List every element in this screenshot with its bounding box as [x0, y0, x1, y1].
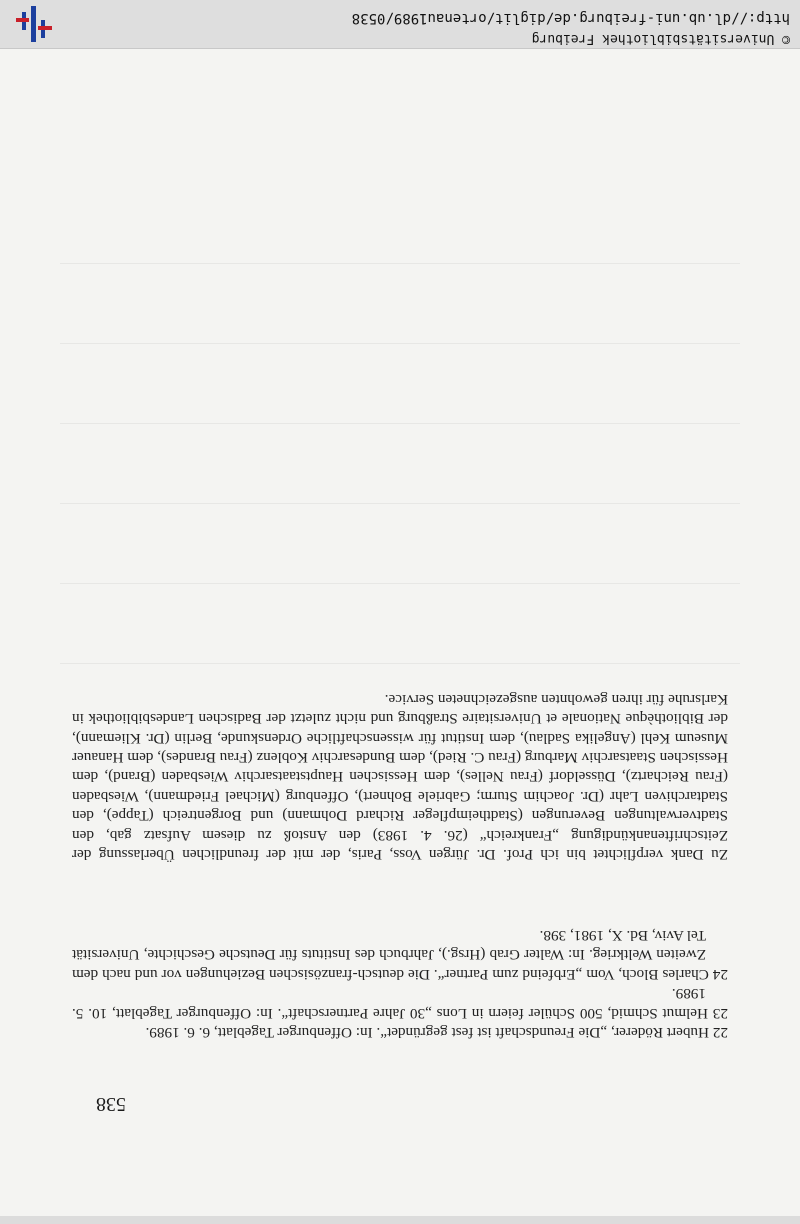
bleed-through — [60, 255, 740, 264]
footnote: 24 Charles Bloch, Vom „Erbfeind zum Partner“. Die deutsch-französischen Beziehungen vor und nach dem Zweiten Weltkrieg. In: Walter Grab (Hrsg.), Jahrbuch des Instituts für Deutsche Geschichte, Universität Tel Aviv, Bd. X, 1981, 398. — [72, 926, 728, 983]
footnotes — [72, 926, 728, 1042]
source-url[interactable]: http://dl.ub.uni-freiburg.de/diglit/ortenau1989/0538 — [351, 10, 790, 26]
bleed-through — [60, 655, 740, 664]
bleed-through — [60, 335, 740, 344]
scan-edge — [0, 1216, 800, 1224]
copyright-credit: © Universitätsbibliothek Freiburg — [531, 31, 790, 46]
bleed-through — [60, 575, 740, 584]
acknowledgement-text: Zu Dank verpflichtet bin ich Prof. Dr. Jürgen Voss, Paris, der mit der freundlichen Überlassung der Zeitschriftenankündigung „Frankreich“ (26. 4. 1983) den Anstoß zu diesem Aufsatz gab, den Stadtverwaltungen Beverungen (Stadtheimpfleger Richard Dohmann) und Borgentreich (Tappe), den Stadtarchiven Lahr (Dr. Joachim Sturm; Gabriele Bohnert), Offenburg (Michael Friedmann), Wiesbaden (Frau Reichartz), Düsseldorf (Frau Nelles), dem Hessischen Hauptstaatsarchiv Wiesbaden (Brand), dem Hessischen Staatsarchiv Marburg (Frau C. Ried), dem Bundesarchiv Koblenz (Frau Brandes), dem Hanauer Museum Kehl (Angelika Sadlau), dem Institut für wissenschaftliche Ordenskunde, Berlin (Dr. Kliemann), der Bibliothèque Nationale et Universitaire Straßburg und nicht zuletzt der Badischen Landesbibliothek in Karlsruhe für ihren gewohnten ausgezeichneten Service. — [72, 690, 728, 863]
footnote: 22 Hubert Röderer, „Die Freundschaft ist fest gegründet“. In: Offenburger Tageblatt, 6. 6. 1989. — [145, 1024, 728, 1041]
ub-freiburg-logo-icon — [14, 4, 54, 44]
library-footer — [0, 0, 800, 49]
bleed-through — [60, 415, 740, 424]
acknowledgement-paragraph — [72, 689, 728, 864]
footnote: 23 Helmut Schmid, 500 Schüler feiern in Lons „30 Jahre Partnerschaft“. In: Offenburger Tageblatt, 10. 5. 1989. — [72, 985, 728, 1022]
page-number: 538 — [96, 1093, 126, 1115]
bleed-through — [60, 495, 740, 504]
